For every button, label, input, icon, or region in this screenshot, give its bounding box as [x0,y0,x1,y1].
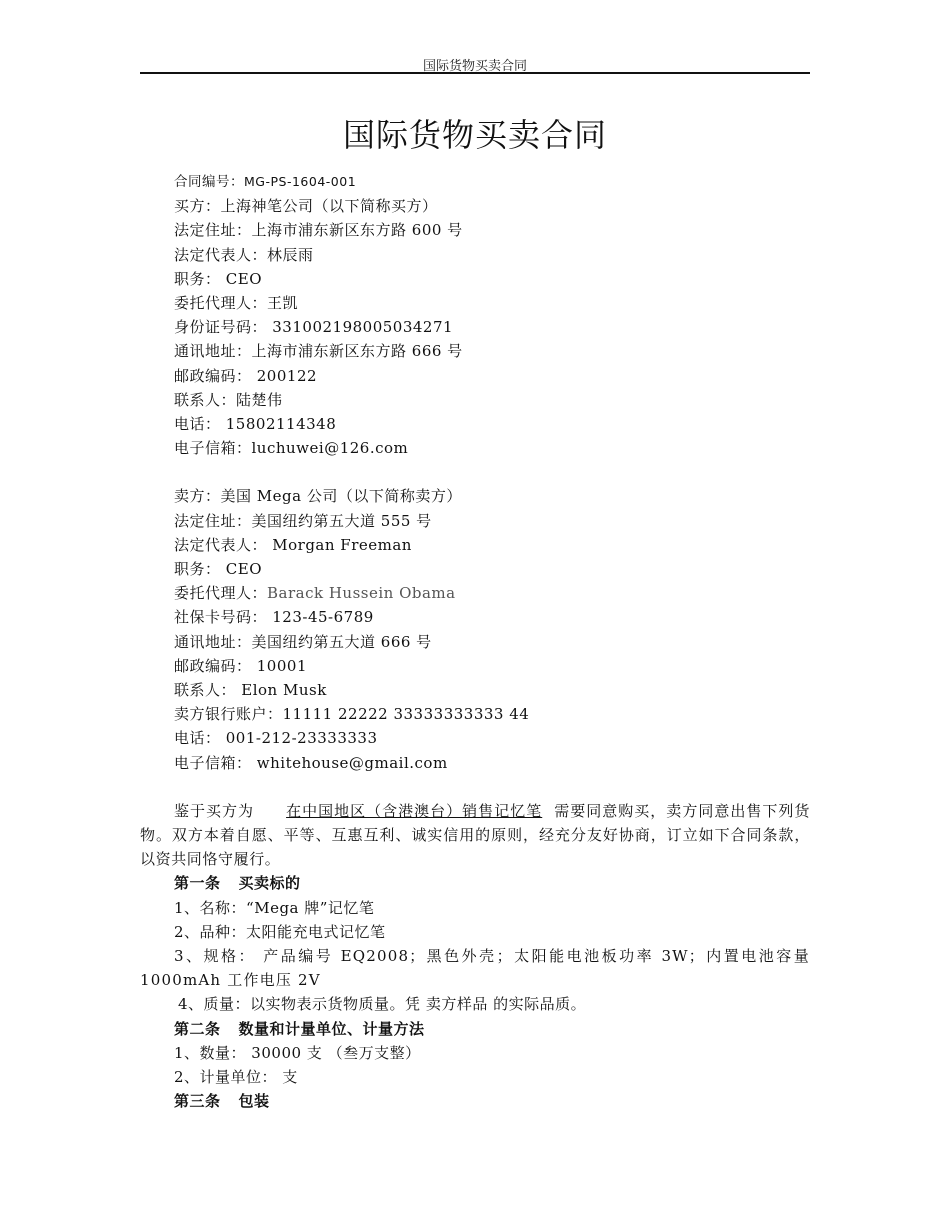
contract-number [140,170,810,194]
header-divider [140,72,810,74]
preamble-suffix: 需要同意购买，卖方同意出售下列货物。双方本着自愿、平等、互惠互利、诚实信用的原则，经充分友好协商，订立如下合同条款，以资共同恪守履行。 [140,801,810,869]
buyer-mailing-address: 通讯地址：上海市浦东新区东方路 666 号 [174,342,463,361]
article-1-item-quality: 4、质量：以实物表示货物质量。凭 卖方样品 的实际品质。 [178,995,587,1014]
article-2-heading [140,1017,810,1041]
buyer-party: 买方：上海神笔公司（以下简称买方） [174,197,438,216]
seller-section [140,484,810,774]
article-3-title: 包装 [238,1092,270,1111]
seller-email: 电子信箱： whitehouse@gmail.com [174,753,448,772]
buyer-legal-rep: 法定代表人：林辰雨 [174,245,314,264]
seller-bank-account: 卖方银行账户：11111 22222 33333333333 44 [174,705,530,724]
buyer-email: 电子信箱：luchuwei@126.com [174,439,409,458]
seller-ssn: 社保卡号码： 123-45-6789 [174,608,374,627]
preamble-paragraph [140,799,810,872]
article-2-item-quantity: 1、数量： 30000 支 （叁万支整） [174,1043,421,1062]
article-1-item-name: 1、名称：“Mega 牌”记忆笔 [174,898,375,917]
preamble-purpose: 在中国地区（含港澳台）销售记忆笔 [286,801,543,820]
seller-agent [140,581,810,605]
document-title: 国际货物买卖合同 [342,116,607,154]
seller-legal-rep: 法定代表人： Morgan Freeman [174,535,412,554]
buyer-postcode: 邮政编码： 200122 [174,366,318,385]
article-1-title: 买卖标的 [238,874,301,893]
buyer-section [140,194,810,460]
seller-agent-value: Barack Hussein Obama [267,584,456,603]
seller-contact: 联系人： Elon Musk [174,680,327,699]
preamble-prefix: 鉴于买方为 [174,801,255,820]
article-2-title: 数量和计量单位、计量方法 [238,1019,425,1038]
seller-phone: 电话： 001-212-23333333 [174,729,378,748]
seller-postcode: 邮政编码： 10001 [174,656,307,675]
buyer-contact: 联系人：陆楚伟 [174,390,283,409]
article-1-item-spec: 3、规格： 产品编号 EQ2008；黑色外壳；太阳能电池板功率 3W；内置电池容量 1000mAh 工作电压 2V [140,947,810,990]
article-3-heading [140,1089,810,1113]
contract-number-label: 合同编号： [174,174,244,190]
article-2-number: 第二条 [174,1019,221,1038]
section-spacer [140,775,810,799]
article-3-number: 第三条 [174,1092,221,1111]
buyer-legal-address: 法定住址：上海市浦东新区东方路 600 号 [174,221,463,240]
seller-position: 职务： CEO [174,560,262,578]
article-1-number: 第一条 [174,874,221,893]
article-1-item-variety: 2、品种：太阳能充电式记忆笔 [174,922,386,941]
seller-agent-label: 委托代理人： [174,584,268,603]
article-2-item-unit: 2、计量单位： 支 [174,1068,298,1087]
article-1-heading [140,871,810,895]
running-header: 国际货物买卖合同 [422,59,527,74]
contract-number-value: MG-PS-1604-001 [244,174,357,189]
buyer-id-number: 身份证号码： 331002198005034271 [174,318,454,337]
section-spacer [140,460,810,484]
buyer-agent: 委托代理人：王凯 [174,293,299,312]
seller-mailing-address: 通讯地址：美国纽约第五大道 666 号 [174,632,432,651]
seller-party: 卖方：美国 Mega 公司（以下简称卖方） [174,487,462,506]
buyer-phone: 电话： 15802114348 [174,414,337,433]
buyer-position: 职务： CEO [174,269,262,288]
seller-legal-address: 法定住址：美国纽约第五大道 555 号 [174,511,432,530]
contract-body [140,170,810,1113]
